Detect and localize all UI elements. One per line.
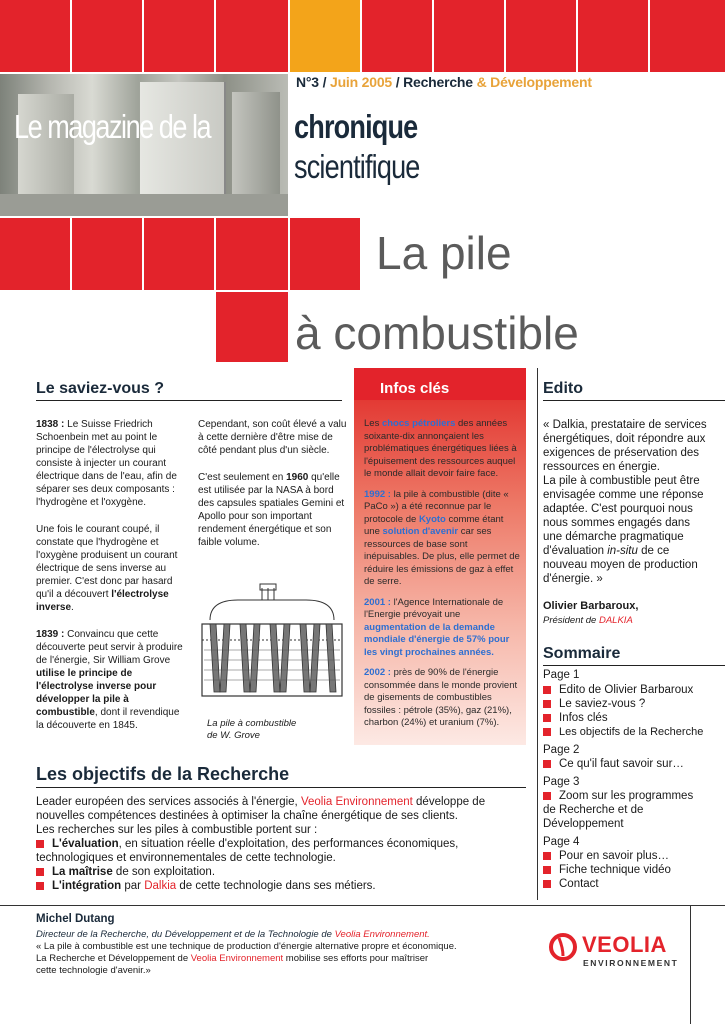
- item-label: Zoom sur les programmes: [559, 790, 694, 802]
- bullet-icon: [543, 880, 551, 888]
- magazine-title-light: Le magazine de la: [14, 108, 211, 145]
- veolia-logo-text: VEOLIA: [582, 932, 667, 957]
- objectifs-intro: [36, 795, 528, 823]
- para-text: C'est seulement en: [198, 472, 287, 483]
- highlight-text: augmentation de la demande mondiale d'énergie de 57% pour les vingt prochaines années.: [364, 621, 510, 658]
- para-text: Les: [364, 418, 382, 429]
- bullet-icon: [543, 700, 551, 708]
- saviez-para: [198, 471, 348, 549]
- red-tile: [72, 218, 142, 290]
- caption-line: La pile à combustible: [207, 718, 297, 729]
- item-label: Edito de Olivier Barbaroux: [559, 684, 694, 696]
- bullet-icon: [36, 868, 44, 876]
- veolia-logo: [548, 930, 688, 970]
- sommaire-item[interactable]: [543, 711, 723, 725]
- sommaire-item[interactable]: [543, 789, 723, 803]
- magazine-title-bold: chronique: [294, 108, 418, 145]
- sommaire-list: [543, 668, 723, 891]
- para-text: La pile à combustible peut être envisagée comme une réponse adaptée. C'est pourquoi nous nous sommes engagés dans une démarche pragmatique d'évaluation: [543, 475, 704, 557]
- year-label: 1992 :: [364, 488, 391, 500]
- page-label: Page 4: [543, 836, 580, 848]
- sommaire-title: Sommaire: [543, 645, 621, 662]
- company-name: Veolia Environnement: [190, 953, 284, 964]
- item-label: Le saviez-vous ?: [559, 698, 646, 710]
- company-name: Veolia Environnement.: [334, 929, 430, 940]
- infos-para: [364, 597, 520, 660]
- red-tile: [216, 218, 288, 290]
- divider: [543, 665, 725, 666]
- item-label: Pour en savoir plus…: [559, 850, 669, 862]
- year-label: 1960: [286, 472, 309, 483]
- role-text: Directeur de la Recherche, du Développement et de la Technologie de: [36, 929, 335, 940]
- bold-text: La maîtrise: [52, 866, 113, 878]
- orange-tile: [290, 0, 360, 72]
- column-divider: [537, 368, 538, 900]
- footer-quote: « La pile à combustible est une technique de production d'énergie alternative propre et économique.: [36, 941, 457, 952]
- bold-text: L'intégration: [52, 880, 122, 892]
- para-text: des années soixante-dix annonçaient les problématiques énergétiques liées à l'épuisement des ressources auquel le monde allait devoir faire face.: [364, 418, 517, 479]
- saviez-col1: [36, 418, 186, 732]
- saviez-title: Le saviez-vous ?: [36, 380, 165, 397]
- year-label: 2002 :: [364, 667, 391, 678]
- para-text: l'Agence Internationale de l'Energie prévoyait une: [364, 596, 504, 620]
- sommaire-item[interactable]: [543, 863, 723, 877]
- edito-body: [543, 418, 707, 586]
- red-tile: [216, 292, 288, 362]
- edito-author-role: [543, 615, 633, 626]
- saviez-para: [36, 523, 186, 614]
- bullet-icon: [543, 792, 551, 800]
- sommaire-item[interactable]: [543, 697, 723, 711]
- main-title-line2: à combustible: [295, 307, 579, 359]
- red-tile: [0, 0, 70, 72]
- objectifs-bullet: [36, 879, 528, 893]
- page-label: Page 1: [543, 669, 580, 681]
- para-text: Convaincu que cette découverte peut servir à produire de l'énergie, Sir William Grove: [36, 629, 183, 666]
- highlight-text: solution d'avenir: [382, 526, 459, 537]
- bullet-icon: [543, 852, 551, 860]
- red-tile: [144, 0, 214, 72]
- objectifs-bullet: [36, 837, 528, 865]
- main-title-line1: La pile: [376, 227, 512, 279]
- sommaire-item[interactable]: [543, 725, 723, 739]
- item-label: Infos clés: [559, 712, 608, 724]
- para-text: La Recherche et Développement de: [36, 953, 191, 964]
- para-text: de ce nouveau moyen de production d'énergie. »: [543, 545, 698, 585]
- issue-line: [296, 74, 592, 90]
- para-text: mobilise ses efforts pour maîtriser: [283, 953, 429, 964]
- illustration-caption: [207, 718, 296, 742]
- objectifs-bullet: [36, 865, 528, 879]
- para-text: « Dalkia, prestataire de services énergétiques, doit répondre aux exigences de préservation des ressources en énergie.: [543, 419, 707, 473]
- red-tile: [144, 218, 214, 290]
- footer-name: Michel Dutang: [36, 913, 115, 925]
- objectifs-title: Les objectifs de la Recherche: [36, 764, 290, 784]
- red-tile: [216, 0, 288, 72]
- bullet-icon: [36, 840, 44, 848]
- sommaire-item[interactable]: [543, 683, 723, 697]
- infos-para: [364, 418, 520, 481]
- bold-text: l'électrolyse inverse: [36, 589, 169, 613]
- page-label: Page 2: [543, 744, 580, 756]
- page-label: Page 3: [543, 776, 580, 788]
- para-text: par: [121, 880, 145, 892]
- para-text: de son exploitation.: [112, 866, 216, 878]
- red-tile: [290, 218, 360, 290]
- issue-section-suffix: & Développement: [472, 74, 592, 90]
- edito-title: Edito: [543, 380, 583, 397]
- bullet-icon: [543, 760, 551, 768]
- item-label-cont: Développement: [543, 818, 624, 830]
- bullet-icon: [543, 728, 551, 736]
- item-label: Fiche technique vidéo: [559, 864, 671, 876]
- issue-date: Juin 2005: [329, 74, 392, 90]
- footer-text: [36, 929, 536, 977]
- red-tile: [72, 0, 142, 72]
- para-text: comme étant une: [364, 513, 504, 537]
- red-tile: [434, 0, 504, 72]
- caption-line: de W. Grove: [207, 730, 260, 741]
- role-text: Président de: [543, 615, 599, 626]
- red-tile: [650, 0, 725, 72]
- separator: /: [318, 74, 330, 90]
- company-name: Veolia Environnement: [300, 796, 413, 808]
- bold-text: L'évaluation: [52, 838, 119, 850]
- year-label: 2001 :: [364, 596, 391, 608]
- column-divider: [690, 905, 691, 1024]
- separator: /: [392, 74, 404, 90]
- bullet-icon: [543, 686, 551, 694]
- veolia-logo-subtext: ENVIRONNEMENT: [583, 958, 679, 968]
- divider: [36, 400, 342, 401]
- veolia-logo-icon: [548, 932, 578, 962]
- divider: [36, 787, 526, 788]
- company-name: DALKIA: [598, 615, 633, 626]
- magazine-subtitle: scientifique: [294, 148, 420, 185]
- footer-divider: [0, 905, 725, 906]
- footer-quote: [36, 953, 536, 965]
- saviez-para: [36, 418, 186, 509]
- para-text: Leader européen des services associés à l'énergie,: [36, 796, 301, 808]
- para-text: près de 90% de l'énergie consommée dans le monde provient de gisements de combustibles fossiles : pétrole (35%), gaz (21%), charbon (24%) et uranium (7%).: [364, 667, 518, 728]
- italic-text: in-situ: [607, 545, 638, 557]
- issue-number: N°3: [296, 74, 319, 90]
- para-text: Une fois le courant coupé, il constate que l'hydrogène et l'oxygène produisent un courant électrique de sens inverse au premier. C'est donc par hasard qu'il a découvert: [36, 524, 178, 600]
- footer-quote: cette technologie d'avenir.»: [36, 965, 151, 976]
- edito-author: Olivier Barbaroux,: [543, 600, 639, 612]
- item-label: Ce qu'il faut savoir sur…: [559, 758, 684, 770]
- infos-para: [364, 667, 520, 730]
- bullet-icon: [543, 714, 551, 722]
- saviez-col2: [198, 418, 348, 549]
- para-text: qu'elle est utilisée par la NASA à bord des capsules spatiales Gemini et Apollo pour son important rendement énergétique et son faible volume.: [198, 472, 345, 548]
- red-tile: [0, 218, 70, 290]
- infos-para: [364, 489, 520, 589]
- bullet-icon: [36, 882, 44, 890]
- divider: [543, 400, 725, 401]
- objectifs-intro: Les recherches sur les piles à combustible portent sur :: [36, 824, 318, 836]
- item-label-cont: de Recherche et de: [543, 804, 644, 816]
- footer-role: [36, 929, 536, 941]
- para-text: , en situation réelle d'exploitation, des performances économiques, technologiques et environnementales de cette technologie.: [36, 838, 459, 864]
- red-tile: [578, 0, 648, 72]
- bold-text: utilise le principe de l'électrolyse inverse pour développer la pile à combustible: [36, 668, 157, 718]
- sommaire-item[interactable]: [543, 849, 723, 863]
- sommaire-item[interactable]: [543, 877, 723, 891]
- grove-fuel-cell-illustration: [198, 580, 346, 710]
- saviez-para: Cependant, son coût élevé a valu à cette dernière d'être mise de côté pendant plus d'un siècle.: [198, 419, 347, 456]
- infos-title: Infos clés: [380, 380, 450, 397]
- objectifs-body: [36, 795, 528, 893]
- sommaire-item[interactable]: [543, 757, 723, 771]
- item-label: Les objectifs de la Recherche: [559, 726, 704, 738]
- issue-section: Recherche: [403, 74, 473, 90]
- item-label: Contact: [559, 878, 599, 890]
- para-text: , dont il revendique la découverte en 1845.: [36, 707, 180, 731]
- para-text: de cette technologie dans ses métiers.: [176, 880, 376, 892]
- highlight-text: Kyoto: [418, 513, 446, 525]
- red-tile: [362, 0, 432, 72]
- infos-body: [364, 418, 520, 738]
- highlight-text: chocs pétroliers: [381, 418, 456, 429]
- para-text: .: [71, 602, 74, 613]
- red-tile: [506, 0, 576, 72]
- para-text: car ses ressources de base sont inépuisables. De plus, elle permet de réduire les émissions de gaz à effet de serre.: [364, 526, 520, 587]
- year-label: 1838 :: [36, 419, 65, 430]
- para-text: Le Suisse Friedrich Schoenbein met au point le principe de l'électrolyse qui consiste à injecter un courant électrique dans de l'eau, afin de séparer ses deux composants : l'hydrogène et l'oxygène.: [36, 419, 177, 508]
- year-label: 1839 :: [36, 629, 65, 640]
- para-text: développe de nouvelles compétences destinées à optimiser la chaîne énergétique de ses clients.: [36, 796, 486, 822]
- bullet-icon: [543, 866, 551, 874]
- company-name: Dalkia: [144, 880, 177, 892]
- saviez-para: [36, 628, 186, 732]
- para-text: la pile à combustible (dite « PaCo ») a été reconnue par le protocole de: [364, 488, 509, 525]
